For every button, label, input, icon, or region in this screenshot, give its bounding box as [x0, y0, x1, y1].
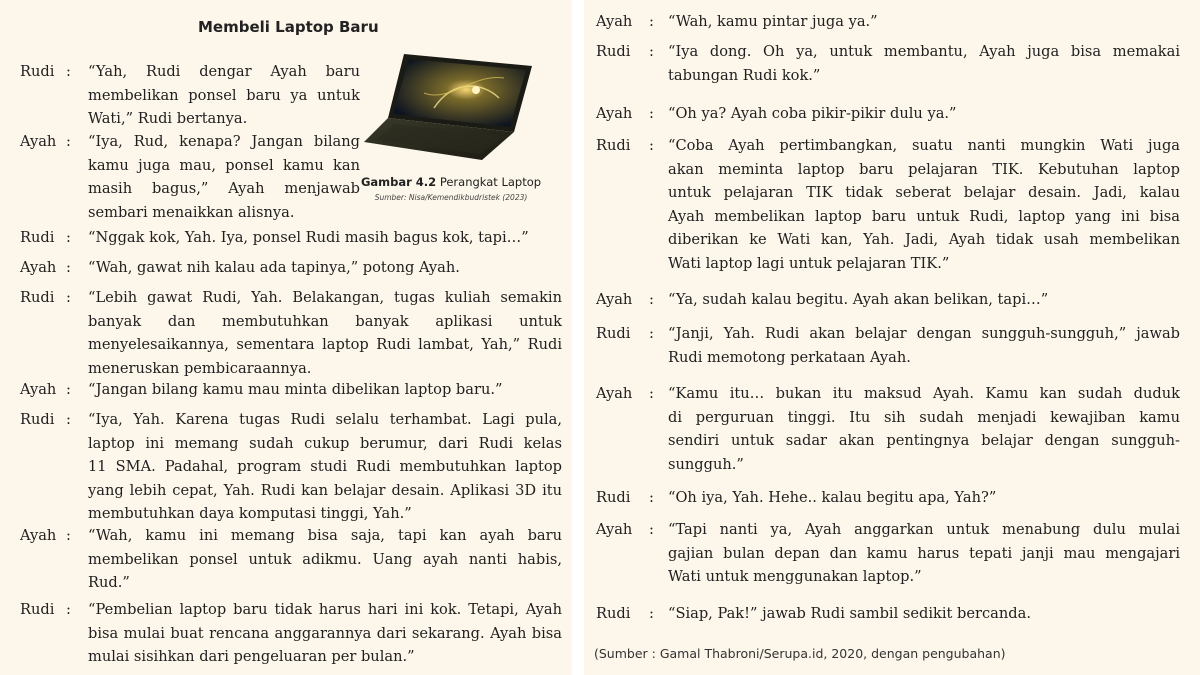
- dialogue-line: “Siap, Pak!” jawab Rudi sambil sedikit bercanda.: [668, 605, 1031, 622]
- left-column: [0, 0, 572, 675]
- dialogue-entry: [20, 226, 574, 250]
- dialogue-line: “Lebih gawat Rudi, Yah. Belakangan, tugas kuliah semakin: [88, 289, 562, 306]
- dialogue-line: membelikan ponsel baru ya untuk: [88, 86, 360, 104]
- dialogue-text: [88, 598, 562, 669]
- dialogue-line: sungguh.”: [668, 455, 744, 473]
- dialogue-entry: [596, 40, 1188, 87]
- dialogue-entry: [596, 382, 1188, 476]
- dialogue-line: bisa mulai buat rencana anggarannya dari sekarang. Ayah bisa: [88, 624, 562, 642]
- speaker-name: Ayah: [596, 521, 633, 538]
- dialogue-line: mulai sisihkan dari pengeluaran per bulan.”: [88, 648, 415, 666]
- dialogue-text: [668, 518, 1180, 589]
- dialogue-text: [88, 60, 360, 131]
- dialogue-line: “Jangan bilang kamu mau minta dibelikan laptop baru.”: [88, 381, 503, 398]
- speaker-name: Ayah: [596, 291, 633, 308]
- dialogue-line: Wati untuk menggunakan laptop.”: [668, 568, 922, 586]
- dialogue-entry: [20, 598, 574, 669]
- dialogue-line: “Janji, Yah. Rudi akan belajar dengan sungguh-sungguh,” jawab: [668, 325, 1180, 342]
- dialogue-line: “Pembelian laptop baru tidak harus hari ini kok. Tetapi, Ayah: [88, 601, 562, 618]
- dialogue-text: [668, 486, 1180, 510]
- dialogue-line: “Oh iya, Yah. Hehe.. kalau begitu apa, Yah?”: [668, 489, 997, 506]
- dialogue-entry: [596, 288, 1188, 312]
- speaker-name: Rudi: [596, 489, 631, 506]
- dialogue-text: [88, 256, 562, 280]
- dialogue-line: sembari menaikkan alisnya.: [88, 203, 295, 221]
- dialogue-line: membutuhkan daya komputasi tinggi, Yah.”: [88, 505, 412, 523]
- speaker-name: Rudi: [596, 325, 631, 342]
- dialogue-line: “Iya, Rud, kenapa? Jangan bilang: [88, 133, 360, 150]
- dialogue-line: sendiri untuk sadar akan pentingnya belajar dengan sungguh-: [668, 432, 1180, 450]
- speaker-name: Ayah: [596, 13, 633, 30]
- dialogue-entry: [596, 10, 1188, 34]
- dialogue-line: diberikan ke Wati kan, Yah. Jadi, Ayah tidak usah membelikan: [668, 231, 1180, 249]
- dialogue-line: banyak dan membutuhkan banyak aplikasi untuk: [88, 312, 562, 330]
- dialogue-text: [88, 408, 562, 526]
- dialogue-line: Wati laptop lagi untuk pelajaran TIK.”: [668, 254, 950, 272]
- dialogue-line: laptop ini memang sudah cukup berumur, dari Rudi kelas: [88, 434, 562, 452]
- figure-caption: [356, 175, 546, 189]
- dialogue-entry: [20, 60, 372, 131]
- dialogue-line: kamu juga mau, ponsel kamu kan: [88, 156, 360, 174]
- dialogue-line: untuk pelajaran TIK tidak seberat belajar desain. Jadi, kalau: [668, 184, 1180, 202]
- speaker-colon: :: [649, 325, 654, 342]
- speaker-name: Rudi: [20, 601, 55, 618]
- page-title: Membeli Laptop Baru: [198, 18, 379, 36]
- dialogue-text: [668, 322, 1180, 369]
- dialogue-text: [668, 288, 1180, 312]
- speaker-name: Rudi: [20, 289, 55, 306]
- speaker-colon: :: [66, 527, 71, 544]
- speaker-colon: :: [66, 259, 71, 276]
- speaker-colon: :: [66, 289, 71, 306]
- speaker-name: Rudi: [596, 137, 631, 154]
- dialogue-line: meneruskan pembicaraannya.: [88, 359, 312, 377]
- dialogue-line: tabungan Rudi kok.”: [668, 66, 821, 84]
- dialogue-line: “Yah, Rudi dengar Ayah baru: [88, 63, 360, 80]
- speaker-name: Ayah: [20, 133, 57, 150]
- dialogue-line: yang lebih cepat, Yah. Rudi kan belajar desain. Aplikasi 3D itu: [88, 481, 562, 499]
- dialogue-line: “Nggak kok, Yah. Iya, ponsel Rudi masih bagus kok, tapi…”: [88, 229, 529, 246]
- right-column: [584, 0, 1200, 675]
- speaker-colon: :: [649, 13, 654, 30]
- dialogue-line: Ayah membelikan laptop baru untuk Rudi, laptop yang ini bisa: [668, 207, 1180, 225]
- dialogue-line: Rud.”: [88, 574, 130, 592]
- dialogue-text: [668, 602, 1180, 626]
- dialogue-entry: [20, 256, 574, 280]
- dialogue-entry: [20, 286, 574, 380]
- dialogue-entry: [20, 524, 574, 595]
- speaker-name: Rudi: [20, 411, 55, 428]
- speaker-name: Rudi: [20, 63, 55, 80]
- dialogue-entry: [596, 102, 1188, 126]
- speaker-colon: :: [66, 381, 71, 398]
- dialogue-text: [668, 102, 1180, 126]
- dialogue-entry: [20, 378, 574, 402]
- dialogue-line: “Ya, sudah kalau begitu. Ayah akan belikan, tapi…”: [668, 291, 1049, 308]
- dialogue-line: “Iya dong. Oh ya, untuk membantu, Ayah juga bisa memakai: [668, 43, 1180, 60]
- dialogue-line: “Wah, gawat nih kalau ada tapinya,” potong Ayah.: [88, 259, 460, 276]
- dialogue-line: Wati,” Rudi bertanya.: [88, 110, 248, 128]
- dialogue-text: [668, 40, 1180, 87]
- speaker-name: Ayah: [596, 105, 633, 122]
- speaker-colon: :: [66, 229, 71, 246]
- speaker-name: Ayah: [596, 385, 633, 402]
- speaker-name: Ayah: [20, 527, 57, 544]
- dialogue-text: [88, 378, 562, 402]
- laptop-illustration: [364, 48, 536, 163]
- speaker-name: Rudi: [596, 605, 631, 622]
- speaker-colon: :: [66, 133, 71, 150]
- dialogue-line: “Coba Ayah pertimbangkan, suatu nanti mungkin Wati juga: [668, 137, 1180, 154]
- dialogue-text: [88, 130, 360, 224]
- dialogue-text: [668, 134, 1180, 276]
- dialogue-line: “Iya, Yah. Karena tugas Rudi selalu terhambat. Lagi pula,: [88, 411, 562, 428]
- footer-source: (Sumber : Gamal Thabroni/Serupa.id, 2020, dengan pengubahan): [594, 646, 1006, 661]
- speaker-colon: :: [649, 489, 654, 506]
- dialogue-entry: [596, 518, 1188, 589]
- speaker-colon: :: [66, 601, 71, 618]
- dialogue-line: 11 SMA. Padahal, program studi Rudi membutuhkan laptop: [88, 458, 562, 476]
- dialogue-entry: [596, 134, 1188, 276]
- dialogue-entry: [596, 322, 1188, 369]
- speaker-name: Rudi: [596, 43, 631, 60]
- speaker-name: Ayah: [20, 259, 57, 276]
- column-gutter: [572, 0, 584, 675]
- figure-label: Gambar 4.2: [360, 175, 437, 189]
- speaker-colon: :: [649, 385, 654, 402]
- dialogue-text: [668, 382, 1180, 476]
- speaker-colon: :: [66, 411, 71, 428]
- speaker-name: Rudi: [20, 229, 55, 246]
- speaker-colon: :: [649, 521, 654, 538]
- figure-caption-text: Perangkat Laptop: [439, 175, 542, 189]
- dialogue-line: menyelesaikannya, sementara laptop Rudi lambat, Yah,” Rudi: [88, 336, 562, 354]
- dialogue-entry: [596, 602, 1188, 626]
- figure-source: Sumber: Nisa/Kemendikbudristek (2023): [374, 193, 528, 202]
- speaker-colon: :: [649, 291, 654, 308]
- dialogue-line: “Tapi nanti ya, Ayah anggarkan untuk menabung dulu mulai: [668, 521, 1180, 538]
- dialogue-text: [88, 524, 562, 595]
- speaker-name: Ayah: [20, 381, 57, 398]
- speaker-colon: :: [66, 63, 71, 80]
- dialogue-line: akan meminta laptop baru pelajaran TIK. Kebutuhan laptop: [668, 160, 1180, 178]
- dialogue-entry: [596, 486, 1188, 510]
- dialogue-line: “Wah, kamu ini memang bisa saja, tapi kan ayah baru: [88, 527, 562, 544]
- speaker-colon: :: [649, 137, 654, 154]
- dialogue-text: [88, 226, 562, 250]
- dialogue-line: “Wah, kamu pintar juga ya.”: [668, 13, 878, 30]
- dialogue-line: gajian bulan depan dan kamu harus tepati janji mau mengajari: [668, 544, 1180, 562]
- speaker-colon: :: [649, 105, 654, 122]
- dialogue-entry: [20, 408, 574, 526]
- speaker-colon: :: [649, 605, 654, 622]
- dialogue-text: [88, 286, 562, 380]
- dialogue-line: membelikan ponsel untuk adikmu. Uang ayah nanti habis,: [88, 550, 562, 568]
- speaker-colon: :: [649, 43, 654, 60]
- dialogue-line: “Oh ya? Ayah coba pikir-pikir dulu ya.”: [668, 105, 957, 122]
- dialogue-line: “Kamu itu… bukan itu maksud Ayah. Kamu kan sudah duduk: [668, 385, 1180, 402]
- dialogue-line: masih bagus,” Ayah menjawab: [88, 180, 360, 198]
- dialogue-entry: [20, 130, 372, 224]
- dialogue-line: Rudi memotong perkataan Ayah.: [668, 348, 911, 366]
- dialogue-text: [668, 10, 1180, 34]
- dialogue-line: di perguruan tinggi. Itu sih sudah menjadi kewajiban kamu: [668, 408, 1180, 426]
